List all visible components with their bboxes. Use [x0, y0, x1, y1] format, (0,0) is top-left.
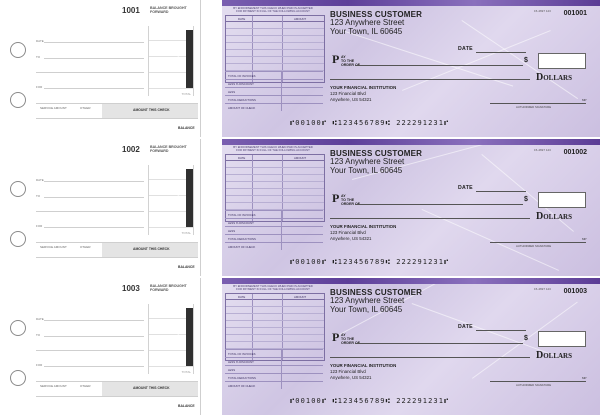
binder-hole-icon: [10, 320, 26, 336]
other-label: OTHER: [80, 384, 91, 388]
stub-vertical-label: DEPOSITS: [176, 189, 180, 206]
binder-hole-icon: [10, 181, 26, 197]
less-discount-row: LESS % DISCOUNT: [225, 79, 323, 88]
binder-hole-icon: [10, 42, 26, 58]
binder-hole-icon: [10, 92, 26, 108]
check-sheet-1: [0, 0, 600, 137]
stub-to-label: TO: [36, 55, 41, 59]
balance-brought-forward-label: BALANCE BROUGHT FORWARD: [150, 6, 187, 15]
balance-brought-forward-label: BALANCE BROUGHT FORWARD: [150, 284, 187, 293]
service-amount-label: SERVICE AMOUNT: [40, 384, 67, 388]
stub-vertical-bar: [186, 169, 193, 227]
dollars-label: Dollars: [536, 350, 573, 361]
amount-box: [538, 53, 586, 69]
stub-balance-label: BALANCE: [178, 404, 195, 408]
stub-balance-label: BALANCE: [178, 126, 195, 130]
business-name: BUSINESS CUSTOMER: [330, 288, 423, 297]
stub-vertical-label: DEPOSITS: [176, 50, 180, 67]
mp-mark: MP: [582, 98, 587, 102]
other-label: OTHER: [80, 245, 91, 249]
stub-perforation: [200, 139, 201, 276]
stub-date-line: [44, 42, 144, 43]
stub-line: [36, 211, 144, 212]
total-invoices-row: TOTAL OF INVOICES: [225, 210, 323, 219]
signature-line: [490, 381, 586, 382]
binder-hole-icon: [10, 231, 26, 247]
check-stub: [30, 139, 200, 276]
binder-hole-icon: [10, 370, 26, 386]
check-stub: [30, 278, 200, 415]
dollar-sign: $: [524, 196, 528, 203]
business-address: 123 Anywhere Street Your Town, IL 60645: [330, 157, 405, 175]
stub-to-label: TO: [36, 194, 41, 198]
micr-line: ⑈00100⑈ ⑆123456789⑆ 222291231⑈: [290, 258, 450, 266]
pay-to-order-label: AY TO THE ORDER OF: [341, 55, 360, 68]
signature-label: AUTHORIZED SIGNATURE: [516, 244, 552, 248]
invoice-grid: DATE AMOUNT: [225, 293, 325, 361]
amount-this-check-label: AMOUNT THIS CHECK: [133, 108, 170, 112]
written-amount-line: [330, 79, 530, 80]
total-invoices-row: TOTAL OF INVOICES: [225, 349, 323, 358]
less-row: LESS: [225, 365, 323, 374]
dollars-label: Dollars: [536, 211, 573, 222]
pay-letter: P: [332, 330, 340, 344]
stub-for-label: FOR: [36, 363, 43, 367]
micr-line: ⑈00100⑈ ⑆123456789⑆ 222291231⑈: [290, 119, 450, 127]
service-amount-label: SERVICE AMOUNT: [40, 245, 67, 249]
mp-mark: MP: [582, 376, 587, 380]
stub-total-label: TOTAL: [181, 370, 191, 374]
amount-this-check-label: AMOUNT THIS CHECK: [133, 247, 170, 251]
endorsement-text: BY ENDORSEMENT THIS CHECK WHEN PAID IS ACCEPTED FOR PAYMENT IN FULL OF THE FOLLOWING ACCOUNT: [233, 284, 313, 292]
check-body: [222, 278, 600, 415]
amount-of-check-row: AMOUNT OF CHECK: [225, 242, 323, 251]
check-date-label: DATE: [458, 46, 473, 52]
stub-date-label: DATE: [36, 178, 44, 182]
invoice-grid: DATE AMOUNT: [225, 15, 325, 83]
pay-to-order-label: AY TO THE ORDER OF: [341, 194, 360, 207]
micr-line: ⑈00100⑈ ⑆123456789⑆ 222291231⑈: [290, 397, 450, 405]
stub-footer: [36, 103, 198, 119]
stub-line: [36, 350, 144, 351]
business-name: BUSINESS CUSTOMER: [330, 10, 423, 19]
stub-to-label: TO: [36, 333, 41, 337]
check-date-label: DATE: [458, 185, 473, 191]
payee-line: [355, 204, 523, 205]
stub-balance-label: BALANCE: [178, 265, 195, 269]
pay-letter: P: [332, 191, 340, 205]
amount-box: [538, 192, 586, 208]
endorsement-text: BY ENDORSEMENT THIS CHECK WHEN PAID IS ACCEPTED FOR PAYMENT IN FULL OF THE FOLLOWING ACCOUNT: [233, 6, 313, 14]
check-stub: [30, 0, 200, 137]
stub-vertical-bar: [186, 308, 193, 366]
total-deductions-row: TOTAL DEDUCTIONS: [225, 234, 323, 243]
less-row: LESS: [225, 226, 323, 235]
service-amount-label: SERVICE AMOUNT: [40, 106, 67, 110]
stub-date-line: [44, 181, 144, 182]
pay-letter: P: [332, 52, 340, 66]
balance-brought-forward-label: BALANCE BROUGHT FORWARD: [150, 145, 187, 154]
stub-date-line: [44, 320, 144, 321]
written-amount-line: [330, 357, 530, 358]
stub-for-label: FOR: [36, 224, 43, 228]
bank-info: YOUR FINANCIAL INSTITUTION 123 Financial Blvd Anywhere, US 54321: [330, 85, 397, 102]
signature-label: AUTHORIZED SIGNATURE: [516, 383, 552, 387]
amount-of-check-row: AMOUNT OF CHECK: [225, 103, 323, 112]
stub-perforation: [200, 0, 201, 137]
check-sheet-2: [0, 139, 600, 276]
payee-line: [355, 65, 523, 66]
stub-to-line: [44, 58, 144, 59]
dollar-sign: $: [524, 57, 528, 64]
stub-total-label: TOTAL: [181, 92, 191, 96]
stub-footer: [36, 242, 198, 258]
pay-to-order-label: AY TO THE ORDER OF: [341, 333, 360, 346]
stub-number: 1001: [122, 6, 140, 15]
check-body: [222, 139, 600, 276]
check-number: 001001: [563, 10, 587, 17]
business-address: 123 Anywhere Street Your Town, IL 60645: [330, 18, 405, 36]
amount-box: [538, 331, 586, 347]
stub-for-line: [44, 366, 144, 367]
stub-footer: [36, 381, 198, 397]
payee-line: [355, 343, 523, 344]
written-amount-line: [330, 218, 530, 219]
routing-fraction: 15-4697 123: [534, 148, 551, 152]
check-number: 001002: [563, 149, 587, 156]
signature-line: [490, 242, 586, 243]
stub-number: 1002: [122, 145, 140, 154]
check-sheet-3: [0, 278, 600, 415]
stub-for-label: FOR: [36, 85, 43, 89]
total-deductions-row: TOTAL DEDUCTIONS: [225, 95, 323, 104]
amount-of-check-row: AMOUNT OF CHECK: [225, 381, 323, 390]
check-body: [222, 0, 600, 137]
less-row: LESS: [225, 87, 323, 96]
invoice-grid: DATE AMOUNT: [225, 154, 325, 222]
amount-this-check-label: AMOUNT THIS CHECK: [133, 386, 170, 390]
signature-line: [490, 103, 586, 104]
stub-for-line: [44, 227, 144, 228]
stub-perforation: [200, 278, 201, 415]
bank-info: YOUR FINANCIAL INSTITUTION 123 Financial Blvd Anywhere, US 54321: [330, 224, 397, 241]
other-label: OTHER: [80, 106, 91, 110]
stub-vertical-label: DEPOSITS: [176, 328, 180, 345]
routing-fraction: 15-4697 123: [534, 9, 551, 13]
stub-to-line: [44, 197, 144, 198]
business-name: BUSINESS CUSTOMER: [330, 149, 423, 158]
stub-date-label: DATE: [36, 39, 44, 43]
stub-number: 1003: [122, 284, 140, 293]
check-date-line: [476, 330, 526, 331]
routing-fraction: 15-4697 123: [534, 287, 551, 291]
stub-total-label: TOTAL: [181, 231, 191, 235]
total-invoices-row: TOTAL OF INVOICES: [225, 71, 323, 80]
endorsement-text: BY ENDORSEMENT THIS CHECK WHEN PAID IS ACCEPTED FOR PAYMENT IN FULL OF THE FOLLOWING ACCOUNT: [233, 145, 313, 153]
signature-label: AUTHORIZED SIGNATURE: [516, 105, 552, 109]
dollar-sign: $: [524, 335, 528, 342]
mp-mark: MP: [582, 237, 587, 241]
stub-vertical-bar: [186, 30, 193, 88]
total-deductions-row: TOTAL DEDUCTIONS: [225, 373, 323, 382]
stub-date-label: DATE: [36, 317, 44, 321]
dollars-label: Dollars: [536, 72, 573, 83]
check-date-label: DATE: [458, 324, 473, 330]
check-date-line: [476, 52, 526, 53]
stub-to-line: [44, 336, 144, 337]
stub-line: [36, 72, 144, 73]
less-discount-row: LESS % DISCOUNT: [225, 357, 323, 366]
check-date-line: [476, 191, 526, 192]
business-address: 123 Anywhere Street Your Town, IL 60645: [330, 296, 405, 314]
check-number: 001003: [563, 288, 587, 295]
less-discount-row: LESS % DISCOUNT: [225, 218, 323, 227]
stub-for-line: [44, 88, 144, 89]
bank-info: YOUR FINANCIAL INSTITUTION 123 Financial Blvd Anywhere, US 54321: [330, 363, 397, 380]
